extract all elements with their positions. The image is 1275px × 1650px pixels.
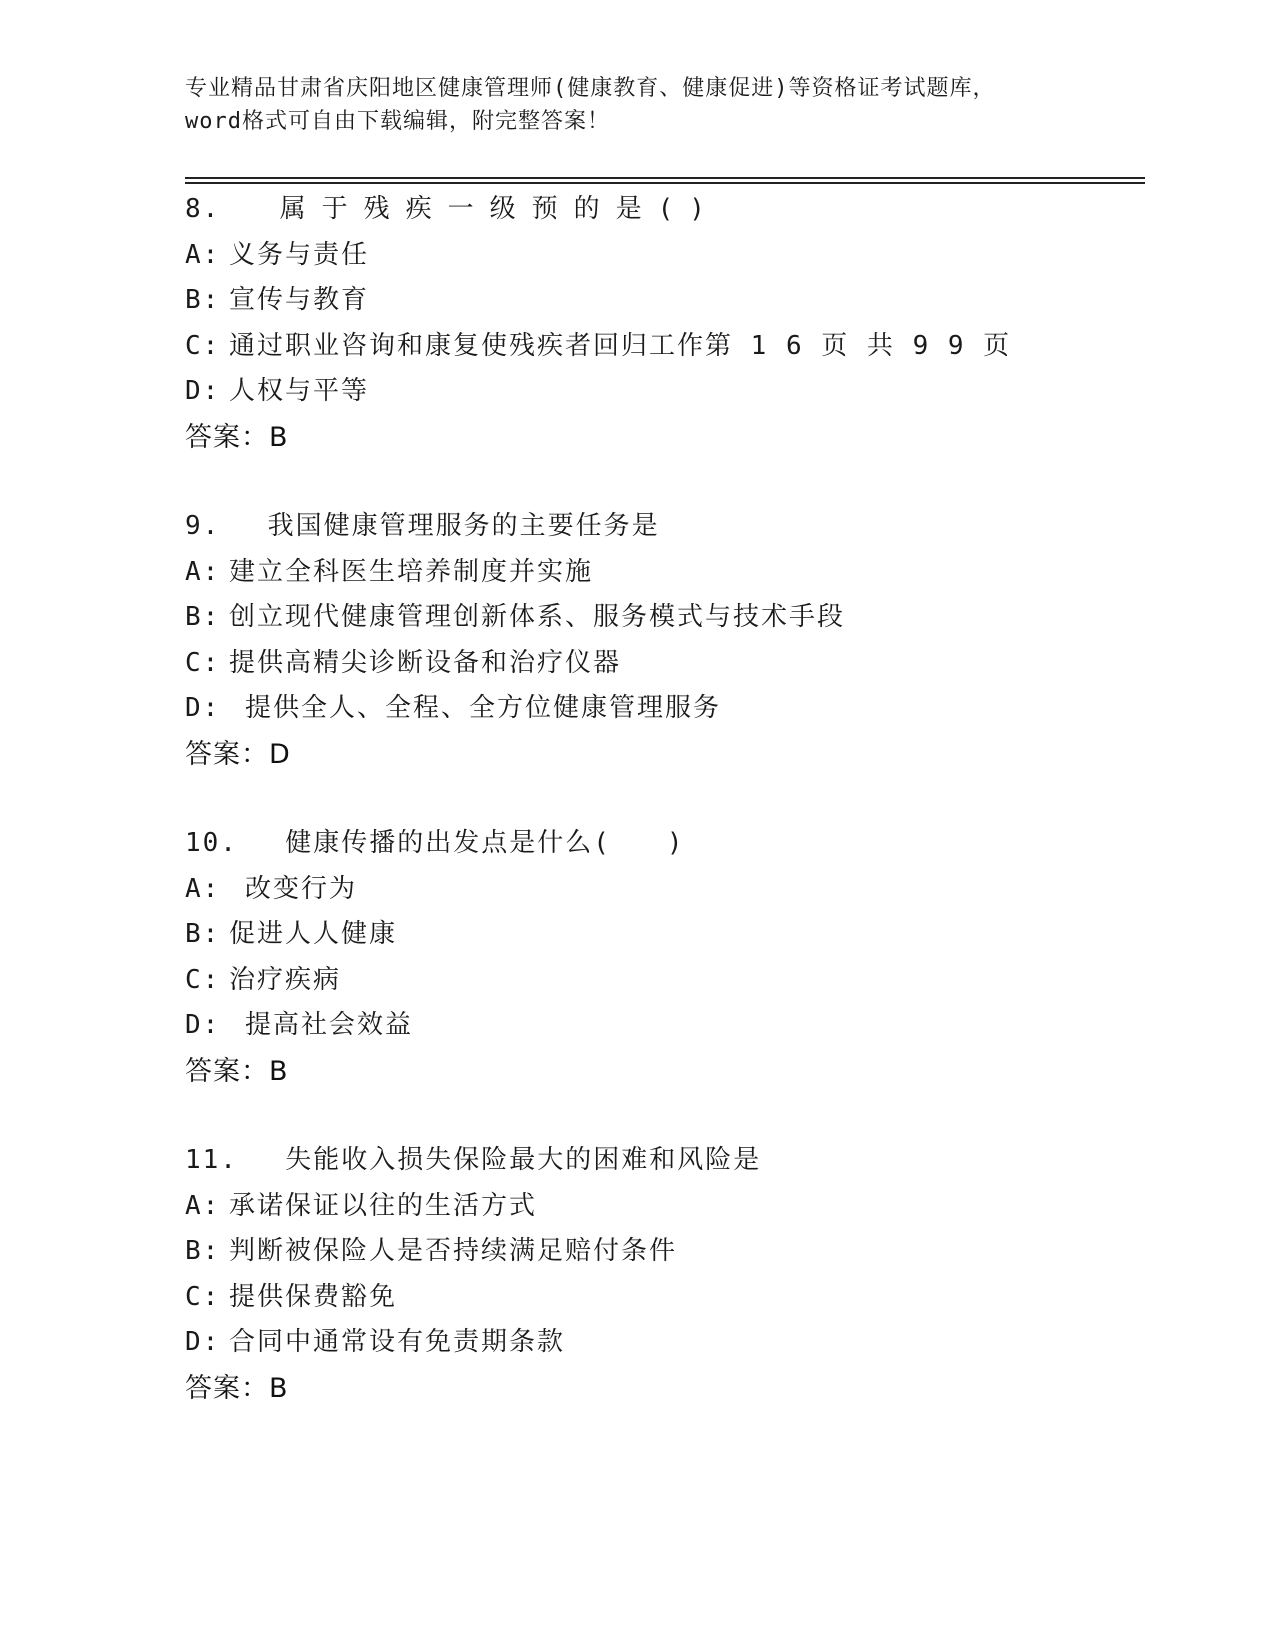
option-key: D: <box>185 693 221 723</box>
question-item <box>185 504 1145 777</box>
question-number: 9. <box>185 511 221 541</box>
option-d <box>185 1320 1145 1366</box>
option-key: B: <box>185 602 221 632</box>
option-key: A: <box>185 873 221 904</box>
option-c <box>185 641 1145 687</box>
option-key: C: <box>185 647 221 678</box>
option-text: 促进人人健康 <box>229 919 398 949</box>
option-text: 判断被保险人是否持续满足赔付条件 <box>229 1236 678 1266</box>
question-item <box>185 187 1145 460</box>
option-text: 通过职业咨询和康复使残疾者回归工作第 1 6 页 共 9 9 页 <box>229 330 1012 361</box>
option-text: 治疗疾病 <box>229 964 342 995</box>
option-text: 创立现代健康管理创新体系、服务模式与技术手段 <box>229 602 846 632</box>
option-text: 提供全人、全程、全方位健康管理服务 <box>245 693 722 723</box>
question-stem <box>185 1138 1145 1184</box>
option-text: 提高社会效益 <box>245 1010 414 1040</box>
option-d <box>185 1003 1145 1049</box>
option-b <box>185 595 1145 641</box>
question-stem <box>185 821 1145 867</box>
option-key: B: <box>185 919 221 949</box>
option-c <box>185 324 1145 370</box>
question-list <box>185 187 1145 1455</box>
option-text: 提供保费豁免 <box>229 1281 398 1312</box>
question-stem <box>185 187 1145 233</box>
option-key: A: <box>185 239 221 270</box>
option-key: C: <box>185 1281 221 1312</box>
option-d <box>185 369 1145 415</box>
answer-label: 答案：D <box>185 738 291 770</box>
option-key: A: <box>185 1190 221 1221</box>
option-a <box>185 550 1145 596</box>
option-text: 提供高精尖诊断设备和治疗仪器 <box>229 647 622 678</box>
question-text: 属于残疾一级预的是() <box>279 194 721 224</box>
option-a <box>185 233 1145 279</box>
question-text: 健康传播的出发点是什么( ) <box>285 828 685 858</box>
option-b <box>185 912 1145 958</box>
header-divider-top <box>185 177 1145 179</box>
option-text: 宣传与教育 <box>229 285 370 315</box>
option-key: B: <box>185 285 221 315</box>
option-key: C: <box>185 964 221 995</box>
option-key: B: <box>185 1236 221 1266</box>
header-line-1: 专业精品甘肃省庆阳地区健康管理师(健康教育、健康促进)等资格证考试题库， <box>185 76 996 101</box>
question-text: 失能收入损失保险最大的困难和风险是 <box>285 1145 762 1175</box>
document-header <box>185 72 1085 138</box>
option-key: D: <box>185 1327 221 1357</box>
option-c <box>185 958 1145 1004</box>
header-line-2: word格式可自由下载编辑，附完整答案！ <box>185 109 610 134</box>
option-key: D: <box>185 1010 221 1040</box>
header-divider-bottom <box>185 182 1145 184</box>
option-text: 建立全科医生培养制度并实施 <box>229 556 594 587</box>
option-d <box>185 686 1145 732</box>
question-item <box>185 1138 1145 1411</box>
option-text: 人权与平等 <box>229 376 370 406</box>
answer-label: 答案：B <box>185 1372 289 1404</box>
option-b <box>185 1229 1145 1275</box>
option-a <box>185 867 1145 913</box>
option-c <box>185 1275 1145 1321</box>
question-stem <box>185 504 1145 550</box>
question-text: 我国健康管理服务的主要任务是 <box>267 511 660 541</box>
option-text: 合同中通常设有免责期条款 <box>229 1327 566 1357</box>
option-a <box>185 1184 1145 1230</box>
question-number: 11. <box>185 1145 238 1175</box>
option-text: 承诺保证以往的生活方式 <box>229 1190 538 1221</box>
question-number: 10. <box>185 828 238 858</box>
option-key: A: <box>185 556 221 587</box>
option-key: D: <box>185 376 221 406</box>
option-text: 改变行为 <box>245 873 358 904</box>
question-item <box>185 821 1145 1094</box>
answer-label: 答案：B <box>185 1055 289 1087</box>
option-b <box>185 278 1145 324</box>
option-key: C: <box>185 330 221 361</box>
option-text: 义务与责任 <box>229 239 370 270</box>
question-number: 8. <box>185 194 221 224</box>
answer-label: 答案：B <box>185 421 289 453</box>
